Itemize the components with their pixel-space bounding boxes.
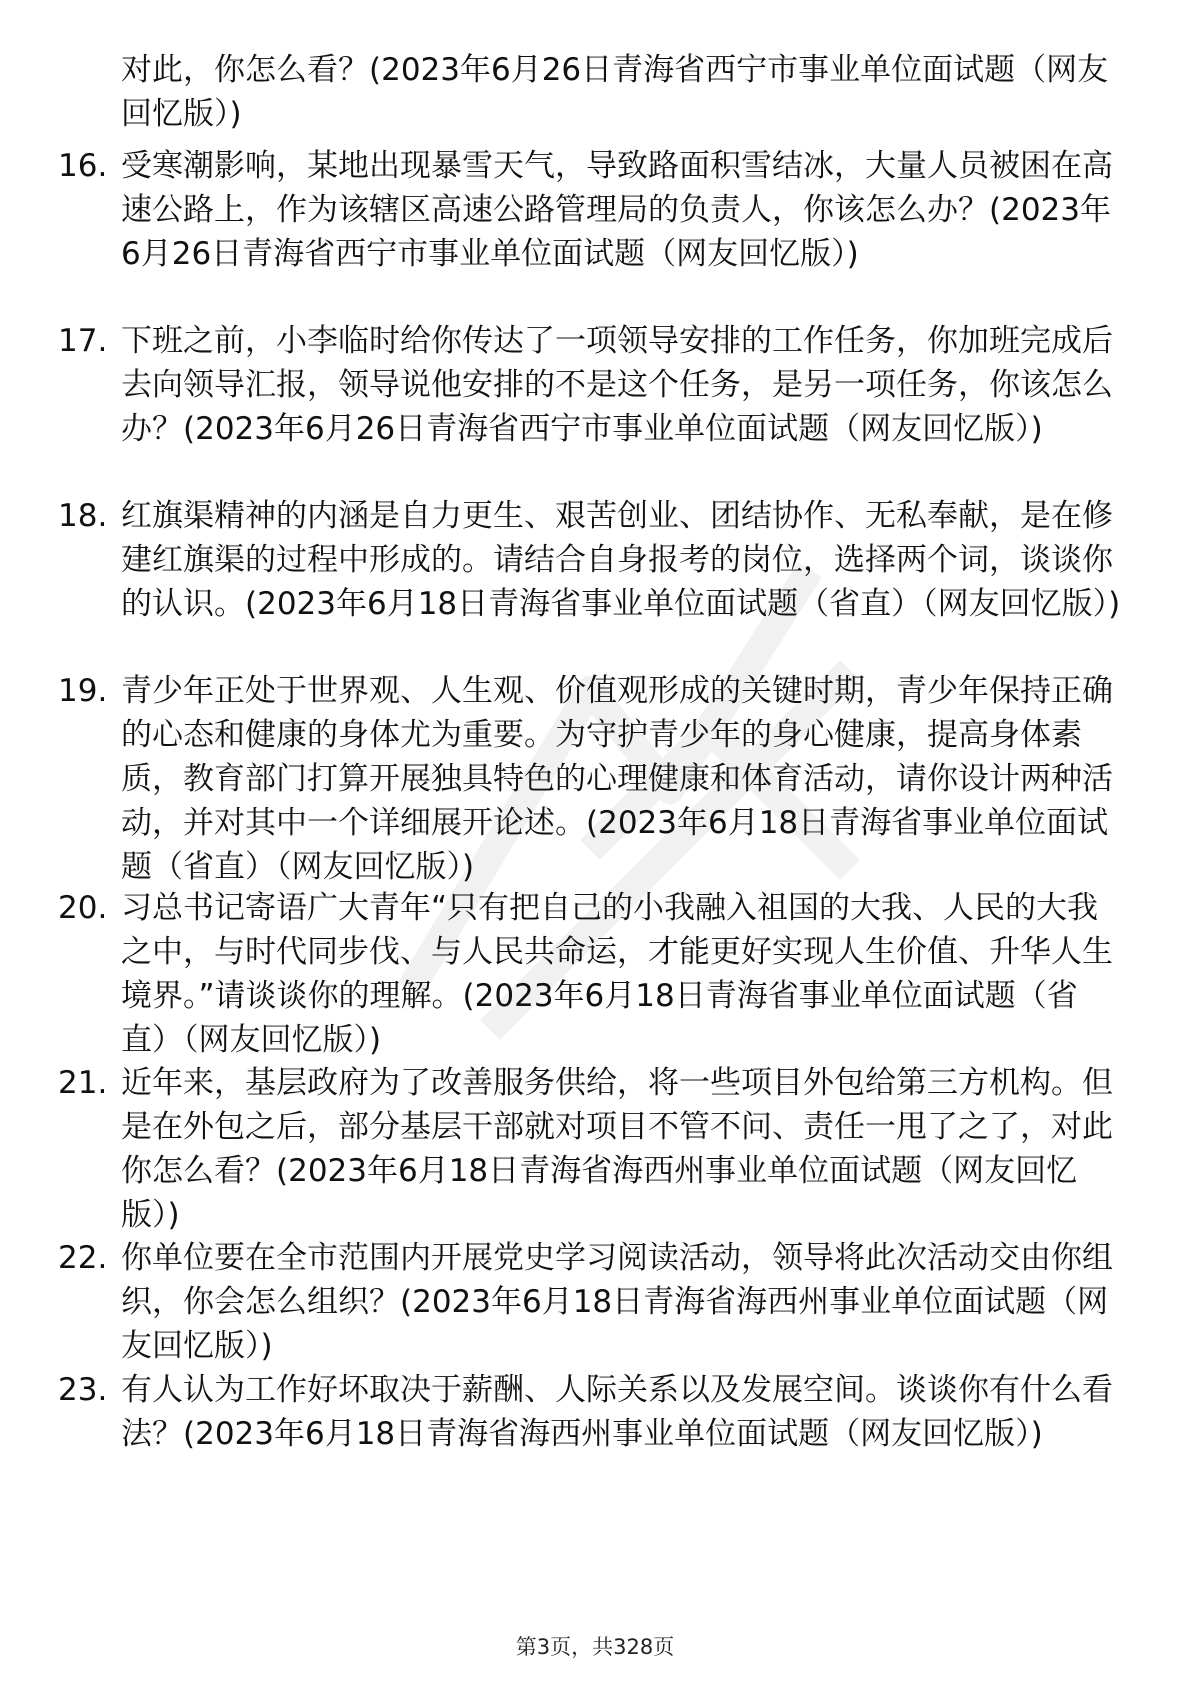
question-text: 习总书记寄语广大青年“只有把自己的小我融入祖国的大我、人民的大我之中，与时代同步伐、与人民共命运，才能更好实现人生价值、升华人生境界。”请谈谈你的理解。(2023年6月18日青海省事业单位面试题（省直）（网友回忆版）) bbox=[121, 890, 1113, 1058]
question-text: 下班之前，小李临时给你传达了一项领导安排的工作任务，你加班完成后去向领导汇报，领导说他安排的不是这个任务，是另一项任务，你该怎么办？(2023年6月26日青海省西宁市事业单位面试题（网友回忆版）) bbox=[121, 323, 1113, 447]
question-number: 21. bbox=[58, 1065, 108, 1101]
question-number: 20. bbox=[58, 890, 108, 926]
question-number: 16. bbox=[58, 148, 108, 184]
question-number: 18. bbox=[58, 498, 108, 534]
question-text: 受寒潮影响，某地出现暴雪天气，导致路面积雪结冰，大量人员被困在高速公路上，作为该辖区高速公路管理局的负责人，你该怎么办？(2023年6月26日青海省西宁市事业单位面试题（网友回忆版）) bbox=[121, 148, 1113, 272]
question-number: 22. bbox=[58, 1240, 108, 1276]
question-number: 19. bbox=[58, 673, 108, 709]
question-text: 近年来，基层政府为了改善服务供给，将一些项目外包给第三方机构。但是在外包之后，部分基层干部就对项目不管不问、责任一甩了之了，对此你怎么看？(2023年6月18日青海省海西州事业单位面试题（网友回忆版）) bbox=[121, 1065, 1113, 1233]
question-text: 红旗渠精神的内涵是自力更生、艰苦创业、团结协作、无私奉献，是在修建红旗渠的过程中形成的。请结合自身报考的岗位，选择两个词，谈谈你的认识。(2023年6月18日青海省事业单位面试题（省直）（网友回忆版）) bbox=[121, 498, 1121, 622]
question-text: 青少年正处于世界观、人生观、价值观形成的关键时期，青少年保持正确的心态和健康的身体尤为重要。为守护青少年的身心健康，提高身体素质，教育部门打算开展独具特色的心理健康和体育活动，请你设计两种活动，并对其中一个详细展开论述。(2023年6月18日青海省事业单位面试题（省直）（网友回忆版）) bbox=[121, 673, 1113, 885]
question-number: 23. bbox=[58, 1372, 108, 1408]
question-text: 你单位要在全市范围内开展党史学习阅读活动，领导将此次活动交由你组织，你会怎么组织？(2023年6月18日青海省海西州事业单位面试题（网友回忆版）) bbox=[121, 1240, 1113, 1364]
page-footer: 第3页，共328页 bbox=[515, 1635, 675, 1659]
question-number: 17. bbox=[58, 323, 108, 359]
question-text: 有人认为工作好坏取决于薪酬、人际关系以及发展空间。谈谈你有什么看法？(2023年6月18日青海省海西州事业单位面试题（网友回忆版）) bbox=[121, 1372, 1113, 1452]
question-text: 对此，你怎么看？(2023年6月26日青海省西宁市事业单位面试题（网友回忆版）) bbox=[121, 52, 1109, 132]
